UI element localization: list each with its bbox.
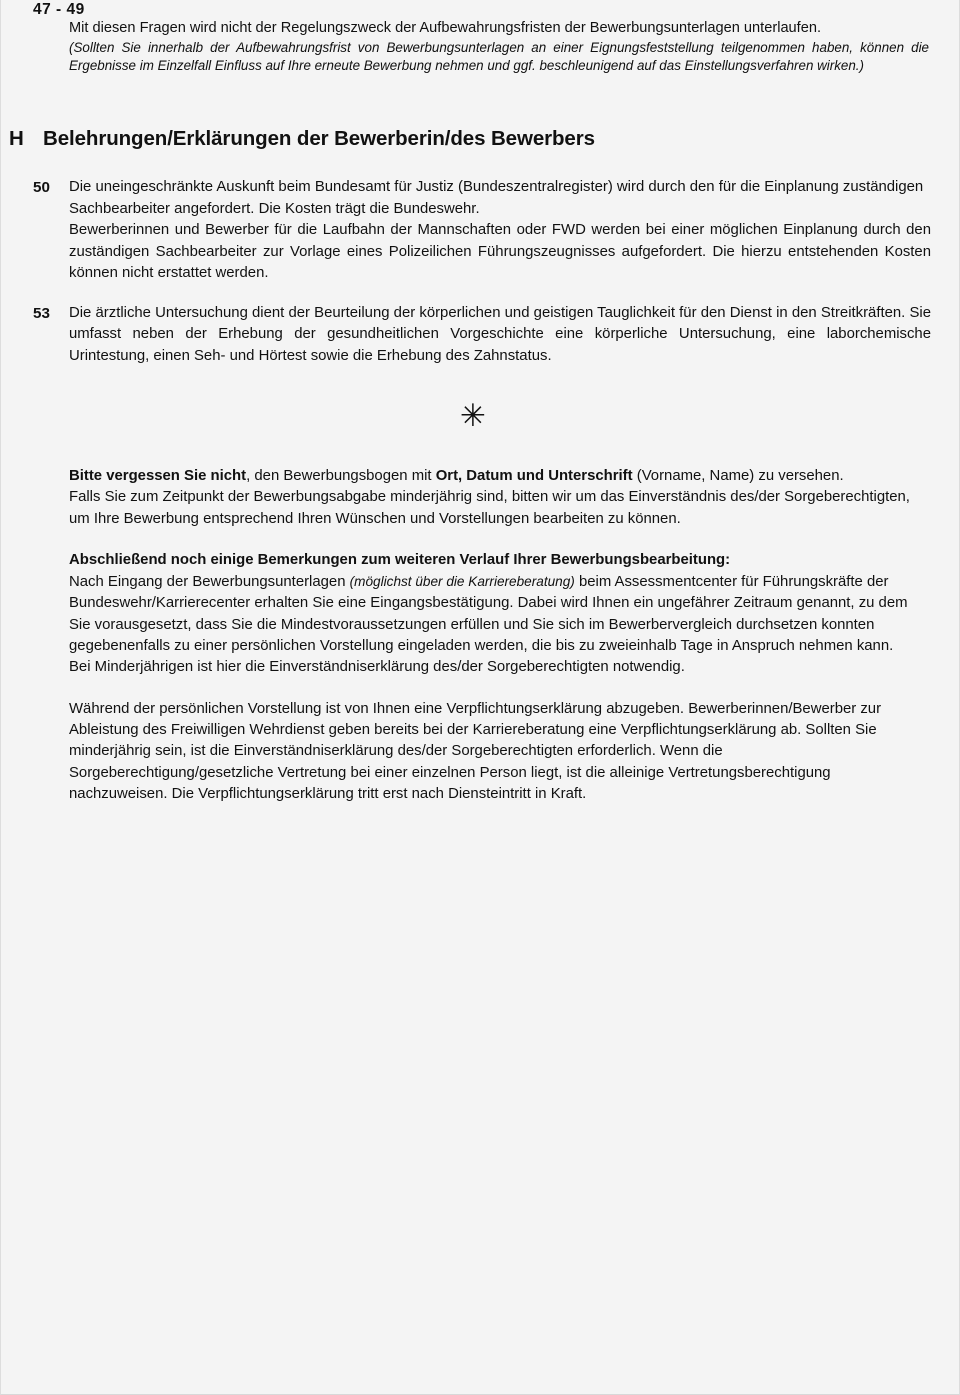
question-range-number: 47 - 49 — [33, 1, 85, 18]
paragraph-body — [69, 177, 931, 285]
note-closing — [69, 550, 917, 679]
page-footer — [1, 790, 960, 799]
reminder-bold-lead: Bitte vergessen Sie nicht — [69, 468, 247, 484]
reminder-line2: Falls Sie zum Zeitpunkt der Bewerbungsabgabe minderjährig sind, bitten wir um das Einverständnis des/der Sorgeberechtigten, um Ihre Bewerbung entsprechend Ihren Wünschen und Vorstellungen bearbeiten zu können. — [69, 489, 910, 527]
question-range-block — [1, 0, 960, 75]
reminder-mid-text: , den Bewerbungsbogen mit — [246, 468, 436, 484]
numbered-paragraph-50 — [1, 177, 960, 285]
reminder-tail-text: (Vorname, Name) zu versehen. — [632, 468, 844, 484]
closing-body-after-italic: beim Assessmentcenter für Führungskräfte der Bundeswehr/Karrierecenter erhalten Sie eine Eingangsbestätigung. Dabei wird Ihnen ein ungefährer Zeitraum genannt, zu dem Sie vorausgesetzt, dass Sie die Mindestvoraussetzungen erfüllen und Sie sich im Bewerbervergleich durchsetzen konnten gegebenenfalls zu einer persönlichen Vorstellung eingeladen werden, die bis zu zweieinhalb Tage in Anspruch nehmen kann. Bei Minderjährigen ist hier die Einverständniserklärung des/der Sorgeberechtigten notwendig. — [69, 574, 908, 676]
closing-body-before-italic: Nach Eingang der Bewerbungsunterlagen — [69, 574, 350, 591]
paragraph-number: 53 — [33, 304, 50, 322]
closing-italic-note: (möglichst über die Karriereberatung) — [349, 574, 575, 590]
note-reminder — [69, 466, 917, 530]
question-range-lead-text: Mit diesen Fragen wird nicht der Regelungszweck der Aufbewahrungsfristen der Bewerbungsunterlagen unterlaufen. — [69, 20, 822, 36]
section-letter: H — [9, 127, 24, 150]
asterisk-flower-icon: ✳ — [460, 398, 486, 434]
paragraph-text-part1: Die uneingeschränkte Auskunft beim Bundesamt für Justiz (Bundeszentralregister) wird durch den für die Einplanung zuständigen Sachbearbeiter angefordert. Die Kosten trägt die Bundeswehr. — [69, 179, 924, 217]
section-divider — [1, 398, 960, 434]
reminder-bold-mid: Ort, Datum und Unterschrift — [435, 468, 633, 484]
question-range-body — [33, 19, 931, 75]
paragraph-number: 50 — [33, 179, 50, 196]
paragraph-text-part1: Die ärztliche Untersuchung dient der Beurteilung der körperlichen und geistigen Tauglichkeit für den Dienst in den Streitkräften. Sie umfasst neben der Erhebung der gesundheitlichen Vorgeschichte eine körperliche Untersuchung, eine laborchemische Urintestung, einen Seh- und Hörtest sowie die Erhebung des Zahnstatus. — [69, 304, 931, 364]
section-title: Belehrungen/Erklärungen der Bewerberin/des Bewerbers — [43, 127, 595, 150]
numbered-paragraph-53 — [1, 303, 960, 368]
section-heading — [1, 127, 960, 151]
paragraph-text-part2: Bewerberinnen und Bewerber für die Laufbahn der Mannschaften oder FWD werden bei einer möglichen Einplanung durch den zuständigen Sachbearbeiter zur Vorlage eines Polizeilichen Führungszeugnisses aufgefordert. Die hierzu entstehenden Kosten können nicht erstattet werden. — [69, 222, 931, 281]
commitment-text: Während der persönlichen Vorstellung ist von Ihnen eine Verpflichtungserklärung abzugeben. Bewerberinnen/Bewerber zur Ableistung des Freiwilligen Wehrdienst geben bereits bei der Karriereberatung eine Verpflichtungserklärung ab. Sollten Sie minderjährig sein, ist die Einverständniserklärung des/der Sorgeberechtigten erforderlich. Wenn die Sorgeberechtigung/gesetzliche Vertretung bei einer einzelnen Person liegt, ist die alleinige Vertretungsberechtigung nachzuweisen. Die Verpflichtungserklärung tritt erst nach Diensteintritt in Kraft. — [69, 700, 882, 802]
page-content — [1, 0, 960, 805]
question-range-parenthetical-text: (Sollten Sie innerhalb der Aufbewahrungsfrist von Bewerbungsunterlagen an einer Eignungsfeststellung teilgenommen haben, können die Ergebnisse im Einzelfall Einfluss auf Ihre erneute Bewerbung nehmen und ggf. beschleunigend auf das Einstellungsverfahren wirken.) — [69, 40, 929, 73]
paragraph-body — [69, 303, 931, 368]
closing-heading: Abschließend noch einige Bemerkungen zum weiteren Verlauf Ihrer Bewerbungsbearbeitung: — [69, 551, 731, 568]
closing-notes — [1, 466, 960, 805]
